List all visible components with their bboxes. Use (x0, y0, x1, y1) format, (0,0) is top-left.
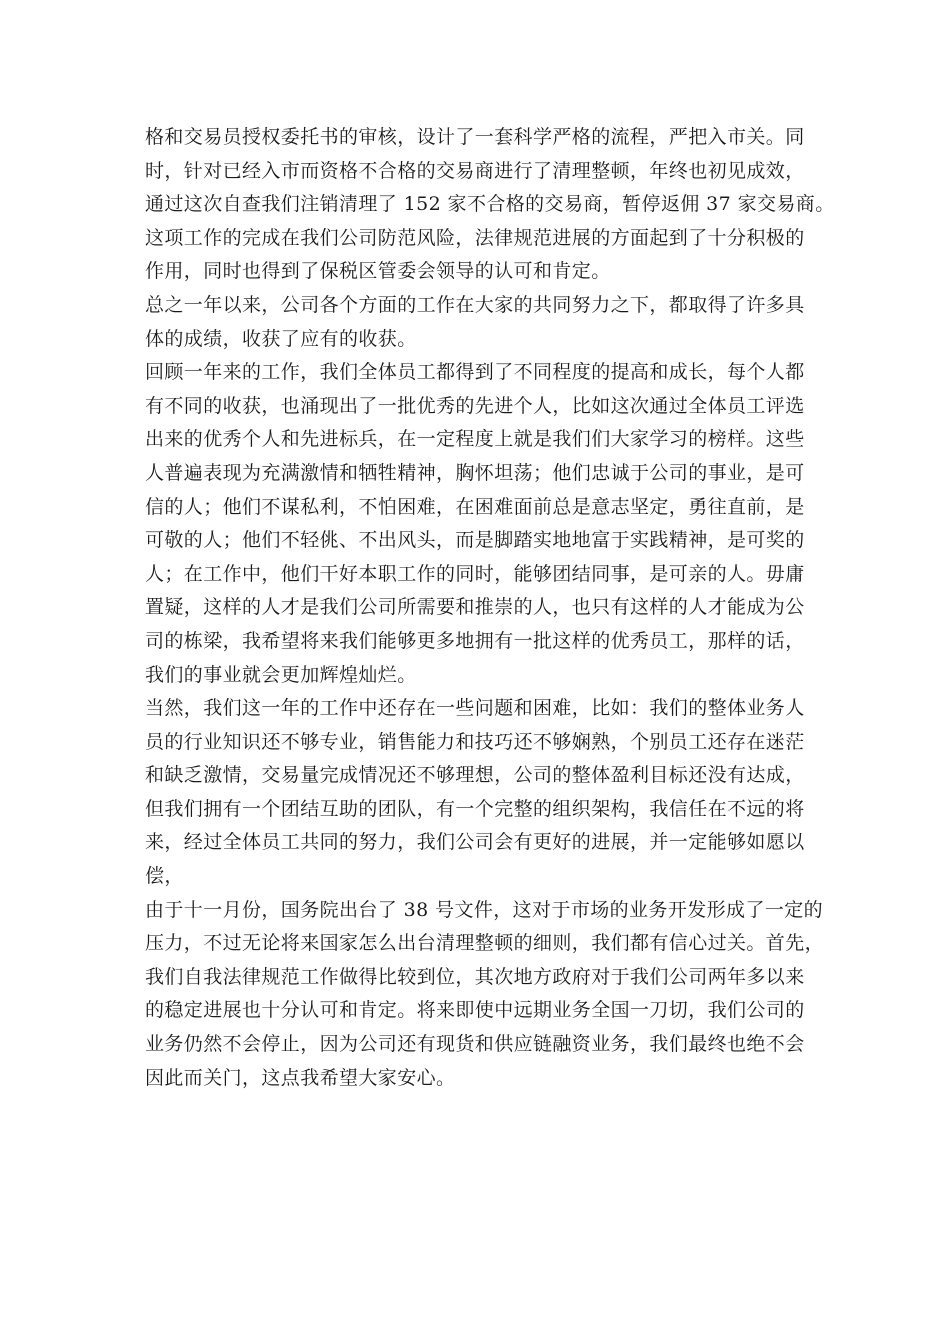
text-line: 我们自我法律规范工作做得比较到位，其次地方政府对于我们公司两年多以来 (145, 965, 805, 988)
text-line: 通过这次自查我们注销清理了 152 家不合格的交易商，暂停返佣 37 家交易商。 (145, 193, 835, 216)
text-line: 人；在工作中，他们干好本职工作的同时，能够团结同事，是可亲的人。毋庸 (145, 562, 805, 585)
text-line: 总之一年以来，公司各个方面的工作在大家的共同努力之下，都取得了许多具 (145, 293, 805, 316)
text-line: 压力，不过无论将来国家怎么出台清理整顿的细则，我们都有信心过关。首先， (145, 932, 825, 955)
text-line: 的稳定进展也十分认可和肯定。将来即使中远期业务全国一刀切，我们公司的 (145, 999, 805, 1022)
text-line: 来，经过全体员工共同的努力，我们公司会有更好的进展，并一定能够如愿以 (145, 831, 805, 854)
text-line: 置疑，这样的人才是我们公司所需要和推崇的人，也只有这样的人才能成为公 (145, 596, 805, 619)
text-line: 但我们拥有一个团结互助的团队，有一个完整的组织架构，我信任在不远的将 (145, 797, 805, 820)
text-line: 体的成绩，收获了应有的收获。 (145, 327, 417, 350)
text-line: 我们的事业就会更加辉煌灿烂。 (145, 663, 417, 686)
text-line: 司的栋梁，我希望将来我们能够更多地拥有一批这样的优秀员工，那样的话， (145, 629, 805, 652)
text-line: 出来的优秀个人和先进标兵，在一定程度上就是我们们大家学习的榜样。这些 (145, 428, 805, 451)
text-line: 和缺乏激情，交易量完成情况还不够理想，公司的整体盈利目标还没有达成， (145, 764, 805, 787)
text-line: 这项工作的完成在我们公司防范风险，法律规范进展的方面起到了十分积极的 (145, 226, 805, 249)
text-line: 偿， (145, 865, 184, 888)
text-line: 信的人；他们不谋私利，不怕困难，在困难面前总是意志坚定，勇往直前，是 (145, 495, 805, 518)
document-page (145, 121, 835, 1095)
text-line: 当然，我们这一年的工作中还存在一些问题和困难，比如：我们的整体业务人 (145, 697, 805, 720)
text-line: 员的行业知识还不够专业，销售能力和技巧还不够娴熟，个别员工还存在迷茫 (145, 730, 805, 753)
text-line: 业务仍然不会停止，因为公司还有现货和供应链融资业务，我们最终也绝不会 (145, 1033, 805, 1056)
text-line: 有不同的收获，也涌现出了一批优秀的先进个人，比如这次通过全体员工评选 (145, 394, 805, 417)
text-line: 格和交易员授权委托书的审核，设计了一套科学严格的流程，严把入市关。同 (145, 126, 805, 148)
text-line: 时，针对已经入市而资格不合格的交易商进行了清理整顿，年终也初见成效， (145, 159, 805, 182)
text-line: 由于十一月份，国务院出台了 38 号文件，这对于市场的业务开发形成了一定的 (145, 898, 824, 921)
text-line: 作用，同时也得到了保税区管委会领导的认可和肯定。 (145, 260, 611, 283)
text-line: 因此而关门，这点我希望大家安心。 (145, 1066, 456, 1089)
text-line: 人普遍表现为充满激情和牺牲精神，胸怀坦荡；他们忠诚于公司的事业，是可 (145, 461, 805, 484)
text-line: 可敬的人；他们不轻佻、不出风头，而是脚踏实地地富于实践精神，是可奖的 (145, 529, 805, 552)
text-line: 回顾一年来的工作，我们全体员工都得到了不同程度的提高和成长，每个人都 (145, 361, 805, 384)
